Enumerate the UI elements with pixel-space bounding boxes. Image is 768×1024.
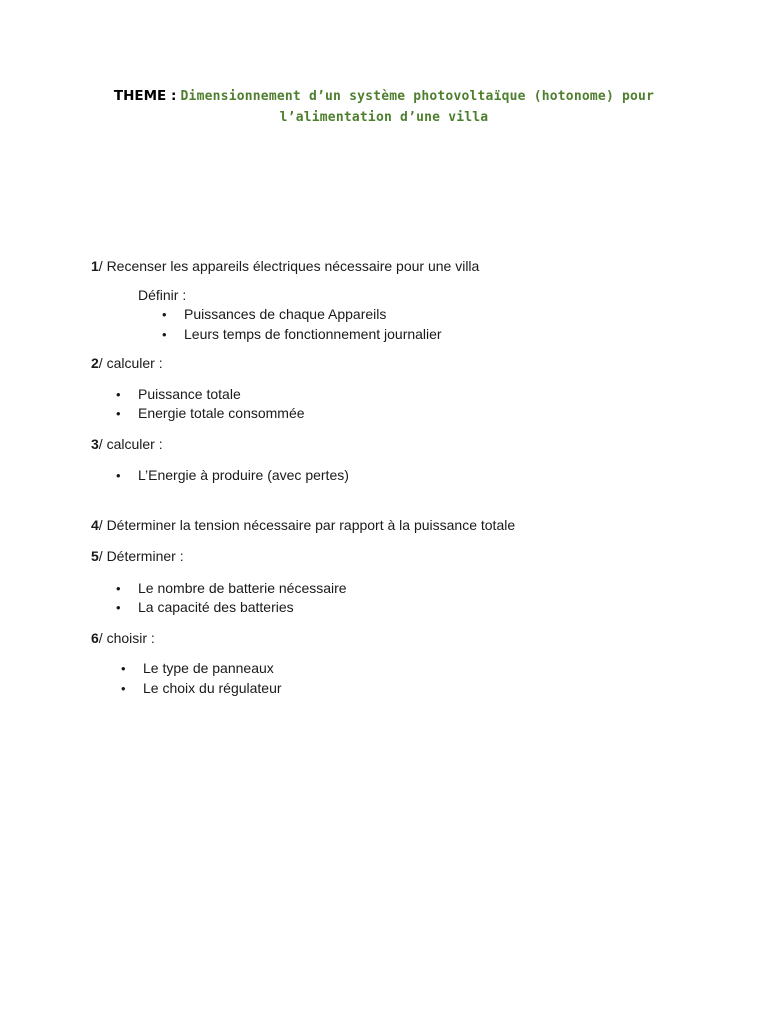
- section-3-heading: [91, 435, 711, 455]
- section-6: [91, 629, 711, 699]
- list-item: • L’Energie à produire (avec pertes): [138, 466, 711, 486]
- section-1: [91, 257, 711, 344]
- document-body: [91, 257, 711, 698]
- list-item: • Le choix du régulateur: [143, 679, 711, 699]
- section-5-heading: [91, 547, 711, 567]
- section-heading-text: / Déterminer :: [98, 548, 184, 564]
- section-number: 5: [91, 548, 99, 564]
- list-item: • Energie totale consommée: [138, 404, 711, 424]
- section-number: 6: [91, 629, 99, 646]
- section-number: 4: [91, 516, 99, 533]
- list-item: • Puissance totale: [138, 385, 711, 405]
- document-title: [60, 86, 708, 128]
- section-heading-text: / Déterminer la tension nécessaire par rapport à la puissance totale: [98, 516, 516, 533]
- section-number: 2: [91, 355, 99, 371]
- section-heading-text: / choisir :: [98, 629, 155, 646]
- section-4-heading: [91, 516, 711, 536]
- section-3-list: [138, 466, 711, 486]
- title-line-2: l’alimentation d’une villa: [279, 110, 489, 125]
- section-number: 1: [91, 258, 99, 274]
- section-2: [91, 354, 711, 424]
- section-heading-text: / calculer :: [98, 435, 163, 452]
- section-1-heading: [91, 257, 711, 277]
- section-5: [91, 547, 711, 618]
- section-3: [91, 435, 711, 486]
- section-6-list: [143, 659, 711, 698]
- section-1-sub-label: Définir :: [138, 286, 187, 303]
- section-heading-text: / Recenser les appareils électriques nécessaire pour une villa: [98, 258, 480, 274]
- section-1-list: [184, 305, 711, 344]
- section-number: 3: [91, 435, 99, 452]
- title-label: THEME :: [113, 88, 177, 104]
- section-2-list: [138, 385, 711, 424]
- section-4: [91, 516, 711, 536]
- list-item: • Le type de panneaux: [143, 659, 711, 679]
- list-item: • Le nombre de batterie nécessaire: [138, 579, 711, 599]
- title-line-1: Dimensionnement d’un système photovoltaïque (hotonome) pour: [180, 89, 655, 104]
- list-item: • La capacité des batteries: [138, 598, 711, 618]
- list-item: • Leurs temps de fonctionnement journalier: [184, 325, 711, 345]
- section-heading-text: / calculer :: [98, 355, 163, 371]
- section-2-heading: [91, 354, 711, 374]
- list-item: • Puissances de chaque Appareils: [184, 305, 711, 325]
- section-6-heading: [91, 629, 711, 649]
- section-5-list: [138, 579, 711, 618]
